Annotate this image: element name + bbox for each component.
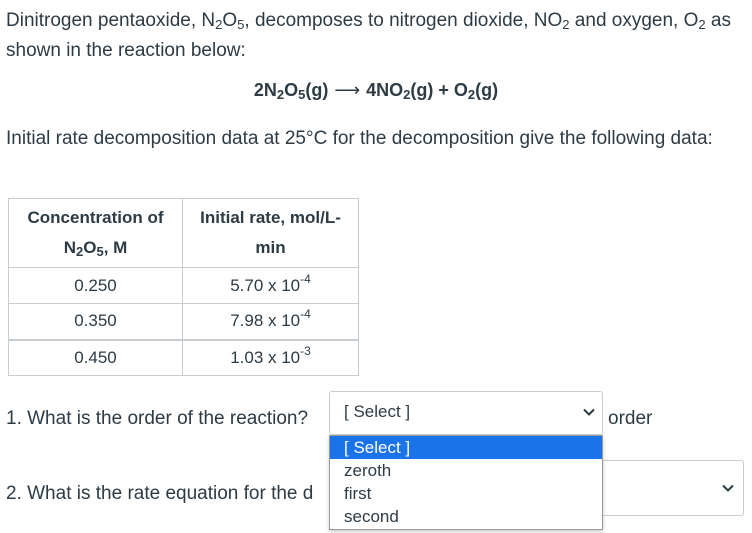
dropdown-option[interactable]: first xyxy=(344,484,372,503)
intro-text: O xyxy=(222,10,238,31)
subscript: 2 xyxy=(698,17,706,32)
table-row xyxy=(9,304,359,340)
rate-data-table xyxy=(8,198,359,376)
question-intro xyxy=(6,6,746,66)
reaction-arrow: ⟶ xyxy=(334,80,361,100)
intro-text: , decomposes to nitrogen dioxide, NO xyxy=(244,10,563,31)
equation-part: 2N xyxy=(253,80,277,100)
table-row xyxy=(9,340,359,376)
rate-base: 7.98 x 10 xyxy=(230,311,301,331)
rate-base: 1.03 x 10 xyxy=(230,347,301,367)
subscript: 5 xyxy=(96,244,104,259)
cell-rate xyxy=(183,304,359,340)
question-1-text: 1. What is the order of the reaction? xyxy=(6,408,309,429)
header-concentration xyxy=(9,199,183,268)
cell-rate xyxy=(183,340,359,376)
table-row xyxy=(9,268,359,304)
header-text: Initial rate, mol/L- xyxy=(200,208,341,227)
cell-concentration: 0.450 xyxy=(9,340,183,376)
header-text: Concentration of xyxy=(27,208,164,227)
rate-base: 5.70 x 10 xyxy=(230,275,301,295)
initial-rate-description: Initial rate decomposition data at 25°C for the decomposition give the following data: xyxy=(6,128,713,149)
rate-exponent: -4 xyxy=(300,271,311,286)
order-dropdown-list xyxy=(329,435,603,530)
intro-text: Dinitrogen pentaoxide, N xyxy=(6,10,216,31)
equation-part: (g) xyxy=(305,80,329,100)
equation-part: (g) + O xyxy=(410,80,468,100)
subscript: 5 xyxy=(298,87,306,102)
header-initial-rate xyxy=(183,199,359,268)
order-select[interactable] xyxy=(329,391,603,435)
subscript: 2 xyxy=(276,87,285,102)
header-formula xyxy=(13,233,178,263)
intro-text: as shown in the reaction below: xyxy=(6,10,731,61)
chevron-down-icon xyxy=(582,405,596,419)
equation-part: O xyxy=(284,80,299,100)
question-2-text: 2. What is the rate equation for the d xyxy=(6,483,314,504)
header-text: , M xyxy=(103,238,128,257)
cell-concentration: 0.350 xyxy=(9,304,183,340)
equation-part: (g) xyxy=(475,80,499,100)
cell-concentration: 0.250 xyxy=(9,268,183,304)
cell-rate xyxy=(183,268,359,304)
subscript: 2 xyxy=(467,87,476,102)
equation-part: 4NO xyxy=(366,80,404,100)
rate-exponent: -4 xyxy=(300,307,311,322)
table-header-row xyxy=(9,199,359,268)
subscript: 5 xyxy=(237,17,245,32)
header-text: min xyxy=(255,238,286,257)
dropdown-option[interactable]: second xyxy=(344,507,399,526)
header-text: O xyxy=(83,238,97,257)
reaction-equation xyxy=(0,80,752,101)
subscript: 2 xyxy=(215,17,223,32)
subscript: 2 xyxy=(75,244,84,259)
dropdown-option[interactable]: [ Select ] xyxy=(330,436,602,459)
header-text: N xyxy=(63,238,76,257)
subscript: 2 xyxy=(562,17,570,32)
order-select-value: [ Select ] xyxy=(344,402,411,421)
intro-text: and oxygen, O xyxy=(569,10,699,31)
chevron-down-icon xyxy=(721,481,735,495)
rate-equation-select[interactable] xyxy=(590,460,744,516)
rate-exponent: -3 xyxy=(300,343,311,358)
dropdown-option[interactable]: zeroth xyxy=(344,461,392,480)
order-suffix: order xyxy=(608,408,653,429)
subscript: 2 xyxy=(403,87,411,102)
